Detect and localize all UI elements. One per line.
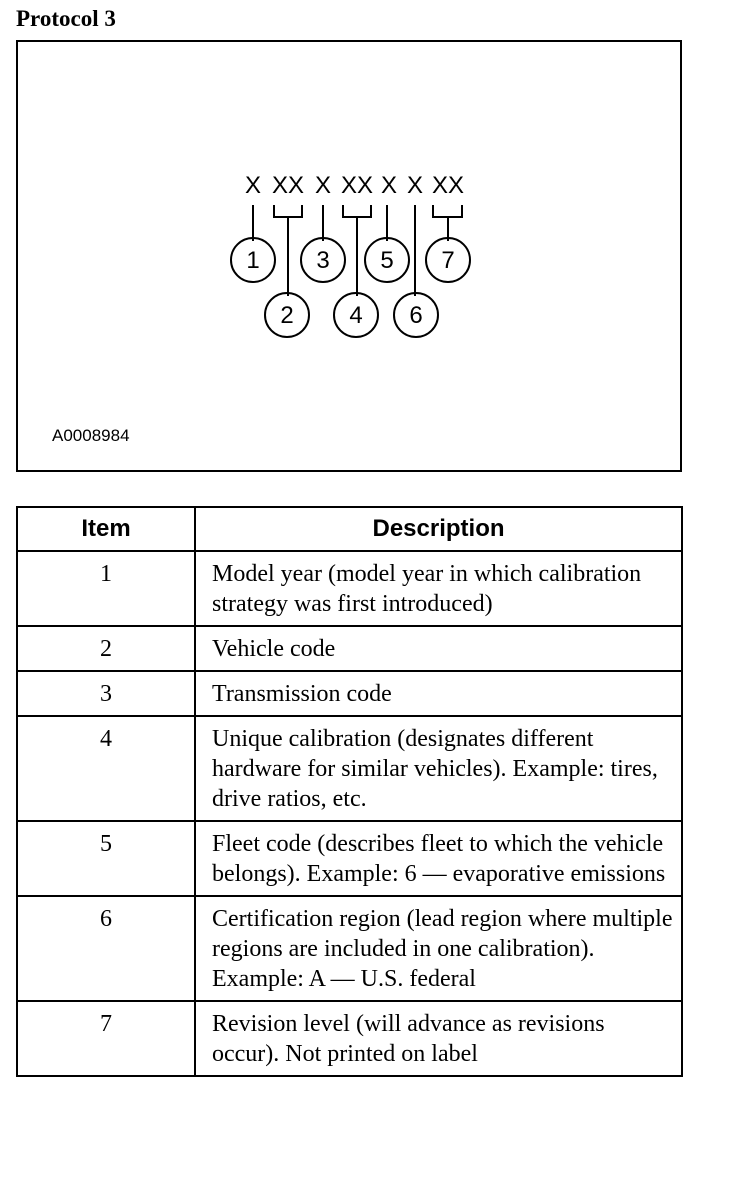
item-number: 7 xyxy=(17,1001,195,1076)
item-number: 4 xyxy=(17,716,195,821)
item-description: Revision level (will advance as revisions occur). Not printed on label xyxy=(195,1001,682,1076)
callout-number-2: 2 xyxy=(280,302,294,329)
bracket-7 xyxy=(433,205,462,217)
code-char-2: XX xyxy=(271,172,305,199)
table-row xyxy=(17,671,682,716)
code-char-3: X xyxy=(314,172,332,199)
code-char-7: XX xyxy=(431,172,465,199)
item-description: Vehicle code xyxy=(195,626,682,671)
item-description: Fleet code (describes fleet to which the vehicle belongs). Example: 6 — evaporative emissions xyxy=(195,821,682,896)
table-row xyxy=(17,821,682,896)
bracket-2 xyxy=(274,205,302,217)
callout-number-7: 7 xyxy=(441,247,455,274)
code-diagram-svg xyxy=(18,42,684,474)
item-number: 6 xyxy=(17,896,195,1001)
table-header-row xyxy=(17,507,682,551)
callout-number-6: 6 xyxy=(409,302,423,329)
code-char-6: X xyxy=(406,172,424,199)
item-number: 2 xyxy=(17,626,195,671)
item-number: 3 xyxy=(17,671,195,716)
table-row xyxy=(17,626,682,671)
callout-number-3: 3 xyxy=(316,247,330,274)
callout-number-1: 1 xyxy=(246,247,260,274)
item-description: Certification region (lead region where multiple regions are included in one calibration). Example: A — U.S. federal xyxy=(195,896,682,1001)
code-char-5: X xyxy=(380,172,398,199)
item-description: Model year (model year in which calibration strategy was first introduced) xyxy=(195,551,682,626)
header-item: Item xyxy=(17,507,195,551)
table-row xyxy=(17,1001,682,1076)
bracket-4 xyxy=(343,205,371,217)
item-description: Unique calibration (designates different hardware for similar vehicles). Example: tires, drive ratios, etc. xyxy=(195,716,682,821)
table-row xyxy=(17,551,682,626)
table-row xyxy=(17,896,682,1001)
item-description-table xyxy=(16,506,683,1077)
code-diagram xyxy=(16,40,682,472)
callout-number-5: 5 xyxy=(380,247,394,274)
code-char-1: X xyxy=(244,172,262,199)
callout-number-4: 4 xyxy=(349,302,363,329)
header-description: Description xyxy=(195,507,682,551)
item-number: 1 xyxy=(17,551,195,626)
item-description: Transmission code xyxy=(195,671,682,716)
page-title: Protocol 3 xyxy=(16,6,116,31)
item-number: 5 xyxy=(17,821,195,896)
table-row xyxy=(17,716,682,821)
figure-id: A0008984 xyxy=(52,426,130,445)
code-char-4: XX xyxy=(340,172,374,199)
